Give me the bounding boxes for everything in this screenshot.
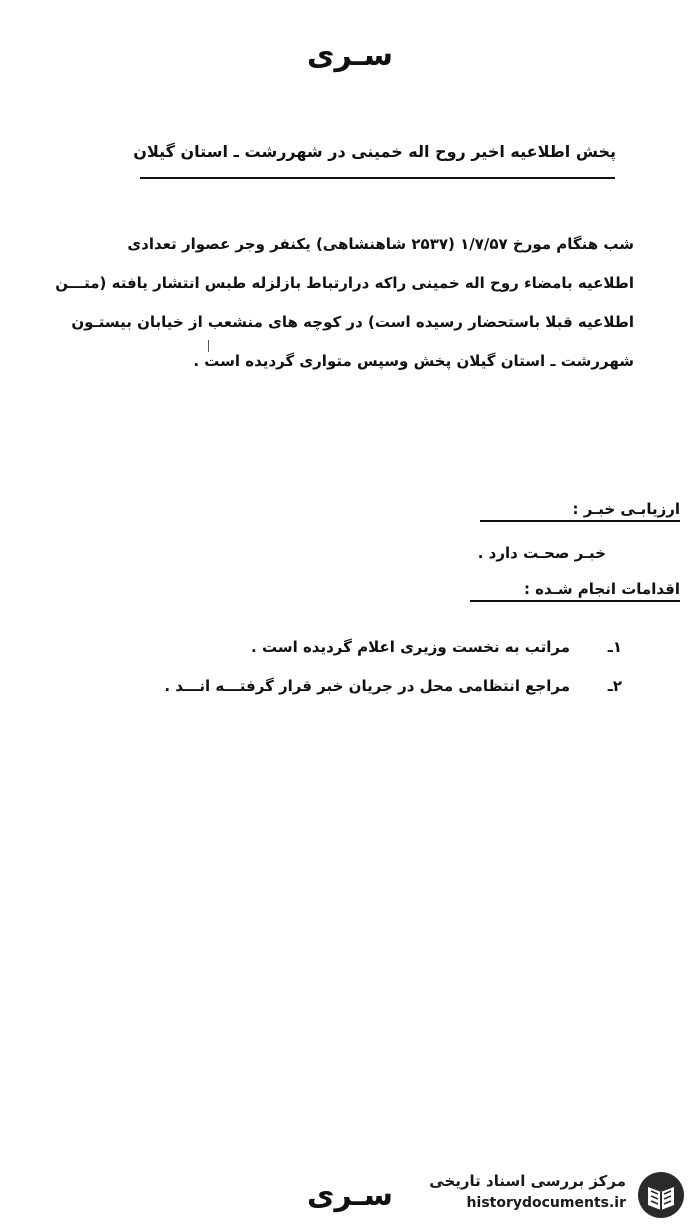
body-line: اطلاعیه بامضاء روح اله خمینی راکه درارتباط بازلزله طبس انتشار یافته (متـــن xyxy=(55,274,634,292)
action-item xyxy=(164,677,622,695)
margin-mark xyxy=(208,340,209,352)
watermark-name: مرکز بررسی اسناد تاریخی xyxy=(429,1172,626,1190)
watermark xyxy=(418,1170,688,1220)
watermark-url: historydocuments.ir xyxy=(466,1195,626,1211)
body-line: اطلاعیه قبلا باستحضار رسیده است) در کوچه های منشعب از خیابان بیستـون xyxy=(71,313,634,331)
classification-bottom: سـری xyxy=(307,1178,393,1213)
title-underline xyxy=(140,177,615,179)
body-line: شب هنگام مورخ ۱/۷/۵۷ (۲۵۳۷ شاهنشاهی) یکنفر وجر عصوار تعدادی xyxy=(127,235,634,253)
evaluation-heading: ارزیابـی خبـر : xyxy=(480,500,680,522)
action-number: ۲ـ xyxy=(607,677,622,695)
document-title: پخش اطلاعیه اخیر روح اله خمینی در شهررشت ـ استان گیلان xyxy=(133,142,616,161)
body-line: شهررشت ـ استان گیلان پخش وسپس متواری گردیده است . xyxy=(193,352,634,370)
classification-top: سـری xyxy=(307,38,393,73)
action-text: مراتب به نخست وزیری اعلام گردیده است . xyxy=(251,638,570,656)
evaluation-text: خبـر صحـت دارد . xyxy=(477,544,606,562)
action-text: مراجع انتظامی محل در جریان خبر قرار گرفتـــه انـــد . xyxy=(164,677,570,695)
document-body xyxy=(54,225,634,381)
book-logo-icon xyxy=(634,1170,688,1220)
action-number: ۱ـ xyxy=(607,638,622,656)
actions-heading: اقدامات انجام شـده : xyxy=(470,580,680,602)
action-item xyxy=(251,638,622,656)
